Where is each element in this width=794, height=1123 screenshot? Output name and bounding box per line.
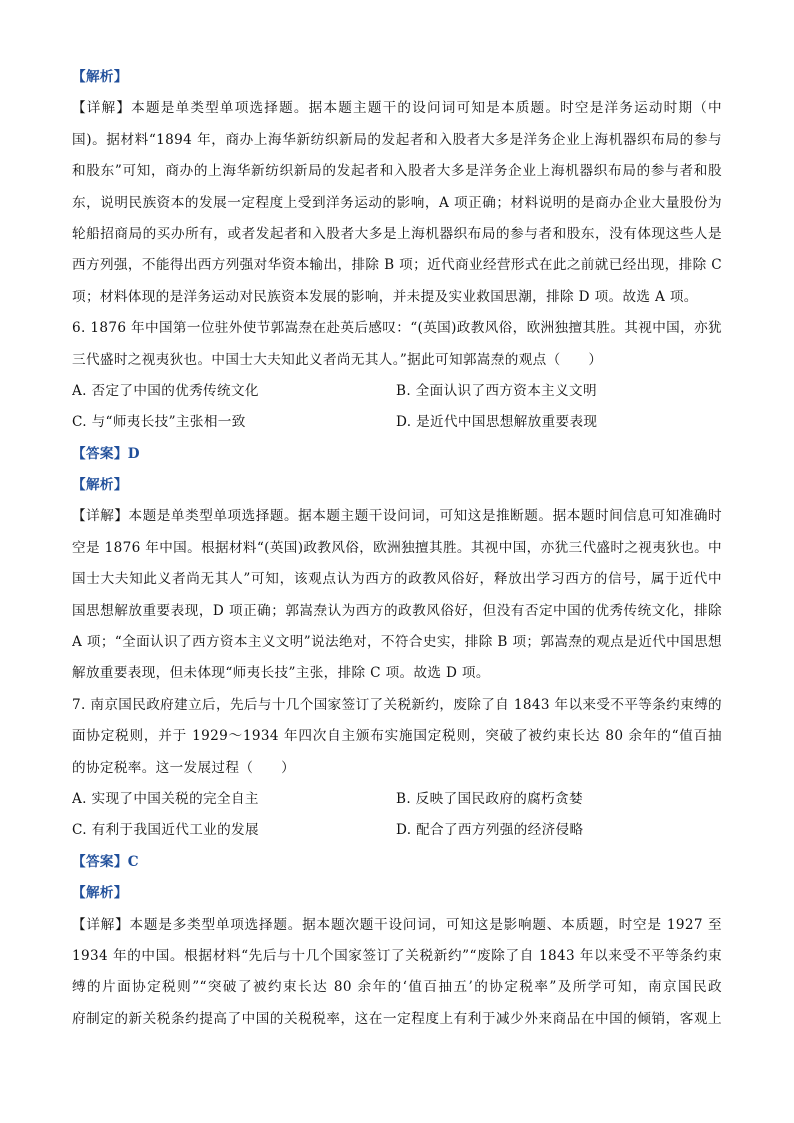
question-6-stem: 6. 1876 年中国第一位驻外使节郭嵩焘在赴英后感叹：“(英国)政教风俗，欧洲独擅其胜。其视中国，亦犹 [72, 320, 722, 337]
options-row [72, 784, 722, 815]
question-7-stem: 7. 南京国民政府建立后，先后与十几个国家签订了关税新约，废除了自 1843 年以来受不平等条约束缚的 [72, 696, 722, 713]
options-row [72, 407, 722, 438]
question-7-stem: 的协定税率。这一发展过程（ ） [72, 759, 296, 776]
options-row [72, 815, 722, 846]
paragraph-line: 东，说明民族资本的发展一定程度上受到洋务运动的影响，A 项正确；材料说明的是商办企业大量股份为 [72, 194, 722, 211]
paragraph-line: 轮船招商局的买办所有，或者发起者和入股者大多是上海机器织布局的参与者和股东，没有体现这些人是 [72, 225, 722, 242]
paragraph-line: 解放重要表现，但未体现“师夷长技”主张，排除 C 项。故选 D 项。 [72, 665, 490, 682]
paragraph-line: 缚的片面协定税则”“突破了被约束长达 80 余年的‘值百抽五’的协定税率”及所学可知，南京国民政 [72, 979, 722, 996]
option-a: A. 否定了中国的优秀传统文化 [72, 382, 259, 399]
paragraph-line: 西方列强，不能得出西方列强对华资本输出，排除 B 项；近代商业经营形式在此之前就已经出现，排除 C [72, 257, 722, 274]
paragraph-line: 国)。据材料“1894 年，商办上海华新纺织新局的发起者和入股者大多是洋务企业上海机器织布局的参与 [72, 131, 722, 148]
question-7-stem: 面协定税则，并于 1929～1934 年四次自主颁布实施国定税则，突破了被约束长达 80 余年的“值百抽 [72, 728, 722, 745]
paragraph-line: 府制定的新关税条约提高了中国的关税税率，这在一定程度上有利于减少外来商品在中国的倾销，客观上 [72, 1010, 722, 1027]
analysis-heading: 【解析】 [72, 69, 128, 85]
paragraph-line: 空是 1876 年中国。根据材料“(英国)政教风俗，欧洲独擅其胜。其视中国，亦犹三代盛时之视夷狄也。中 [72, 539, 722, 556]
question-6-stem: 三代盛时之视夷狄也。中国士大夫知此义者尚无其人。”据此可知郭嵩焘的观点（ ） [72, 351, 603, 368]
option-d: D. 是近代中国思想解放重要表现 [396, 414, 598, 431]
paragraph-line: 【详解】本题是单类型单项选择题。据本题主题干的设问词可知是本质题。时空是洋务运动时期（中 [72, 100, 722, 117]
analysis-heading: 【解析】 [72, 477, 128, 494]
option-c: C. 有利于我国近代工业的发展 [72, 822, 259, 839]
paragraph-line: 项；材料体现的是洋务运动对民族资本发展的影响，并未提及实业救国思潮，排除 D 项。故选 A 项。 [72, 288, 698, 305]
document-page [72, 62, 722, 1035]
paragraph-line: 【详解】本题是多类型单项选择题。据本题次题干设问词，可知这是影响题、本质题，时空是 1927 至 [72, 916, 722, 933]
answer-label: 【答案】D [72, 445, 140, 462]
option-b: B. 反映了国民政府的腐朽贪婪 [396, 790, 584, 807]
paragraph-line: 国士大夫知此义者尚无其人”可知，该观点认为西方的政教风俗好，释放出学习西方的信号，属于近代中 [72, 571, 722, 588]
paragraph-line: 和股东”可知，商办的上海华新纺织新局的发起者和入股者大多是洋务企业上海机器织布局的参与者和股 [72, 163, 722, 180]
paragraph-line: A 项；“全面认识了西方资本主义文明”说法绝对，不符合史实，排除 B 项；郭嵩焘的观点是近代中国思想 [72, 634, 722, 651]
paragraph-line: 【详解】本题是单类型单项选择题。据本题主题干设问词，可知这是推断题。据本题时间信息可知准确时 [72, 508, 722, 525]
option-a: A. 实现了中国关税的完全自主 [72, 790, 259, 807]
option-c: C. 与“师夷长技”主张相一致 [72, 414, 246, 431]
options-row [72, 376, 722, 407]
option-b: B. 全面认识了西方资本主义文明 [396, 382, 597, 399]
option-d: D. 配合了西方列强的经济侵略 [396, 822, 584, 839]
answer-label: 【答案】C [72, 853, 139, 870]
paragraph-line: 国思想解放重要表现，D 项正确；郭嵩焘认为西方的政教风俗好，但没有否定中国的优秀传统文化，排除 [72, 602, 722, 619]
paragraph-line: 1934 年的中国。根据材料“先后与十几个国家签订了关税新约”“废除了自 1843 年以来受不平等条约束 [72, 947, 722, 964]
analysis-heading: 【解析】 [72, 885, 128, 902]
